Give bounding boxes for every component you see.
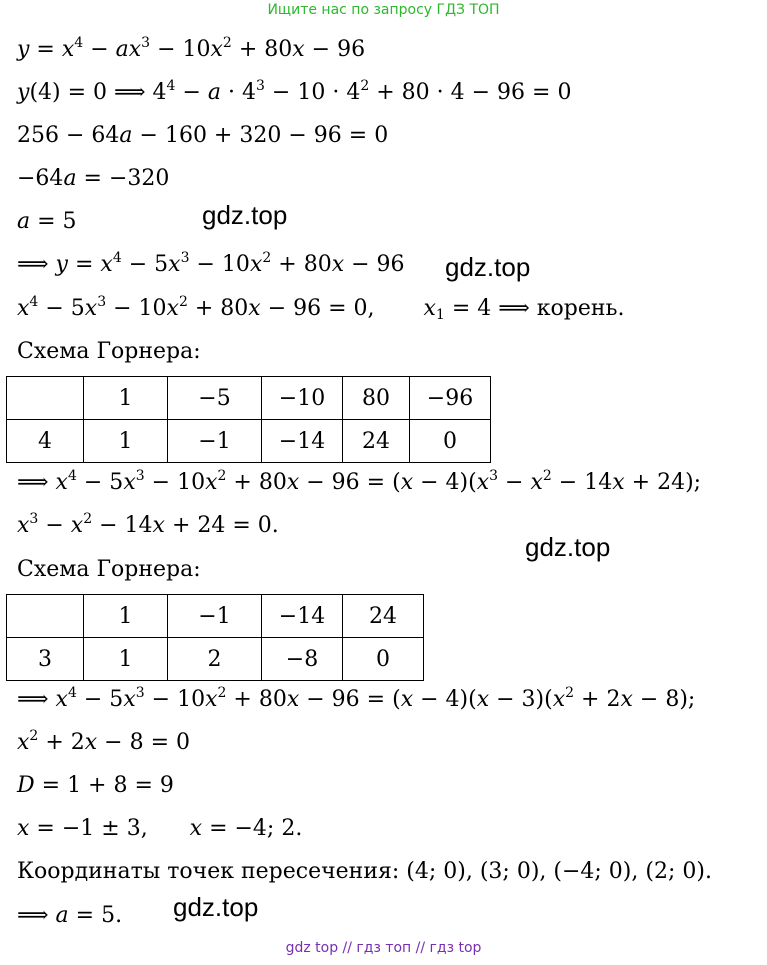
watermark: gdz.top [445,252,531,282]
table-cell: 1 [84,377,168,420]
bottom-banner: gdz top // гдз топ // гдз top [285,940,482,956]
equation-line-12: ⟹ $x^4 - 5x^3 - 10x^2 + 80x - 96 = (x - 4)(x - 3)(x^2 + 2x - 8)$; [17,685,696,712]
table-cell [7,377,84,420]
scheme-label-2: Схема Горнера: [17,557,201,582]
top-banner: Ищите нас по запросу ГДЗ ТОП [267,2,500,18]
table-cell: −8 [262,638,343,681]
table-row [7,638,424,681]
table-cell: 1 [84,420,168,463]
horner-table-1 [6,376,491,463]
equation-line-4: −64a = −320 [17,166,170,191]
table-cell: −1 [168,420,262,463]
watermark: gdz.top [525,532,611,562]
equation-line-5: a = 5 [17,209,77,234]
equation-line-9: ⟹ $x^4 - 5x^3 - 10x^2 + 80x - 96 = (x - 4)(x^3 - x^2 - 14x + 24)$; [17,468,702,495]
equation-line-15: x = −1 ± 3, x = −4; 2. [17,816,303,841]
table-cell: −96 [410,377,491,420]
equation-line-13: $x^2 + 2x - 8 = 0$ [17,728,191,755]
horner-table-2 [6,594,424,681]
watermark: gdz.top [173,892,259,922]
equation-line-7: $x^4 - 5x^3 - 10x^2 + 80x - 96 = 0$, $x_1 = 4$ ⟹ корень. [17,294,625,323]
scheme-label-1: Схема Горнера: [17,339,201,364]
table-cell: 0 [343,638,424,681]
equation-line-3: 256 − 64a − 160 + 320 − 96 = 0 [17,123,389,148]
watermark: gdz.top [202,200,288,230]
equation-line-14: D = 1 + 8 = 9 [17,773,174,798]
table-cell: 1 [84,595,168,638]
equation-line-1: $y = x^4 - ax^3 - 10x^2 + 80x - 96$ [17,35,366,62]
table-row [7,420,491,463]
table-cell: −14 [262,420,343,463]
table-cell [7,595,84,638]
coords-line: Координаты точек пересечения: (4; 0), (3; 0), (−4; 0), (2; 0). [17,859,712,884]
table-cell: −5 [168,377,262,420]
equation-line-2: y(4) = 0 ⟹ $4^4 - a \cdot 4^3 - 10 \cdot 4^2 + 80 \cdot 4 - 96 = 0$ [17,78,572,105]
table-cell: 3 [7,638,84,681]
table-cell: 24 [343,420,410,463]
table-cell: 1 [84,638,168,681]
equation-line-6: ⟹ $y = x^4 - 5x^3 - 10x^2 + 80x - 96$ [17,250,405,277]
table-row [7,377,491,420]
table-cell: 0 [410,420,491,463]
table-row [7,595,424,638]
table-cell: −10 [262,377,343,420]
table-cell: 2 [168,638,262,681]
table-cell: 80 [343,377,410,420]
table-cell: 24 [343,595,424,638]
equation-line-10: $x^3 - x^2 - 14x + 24 = 0$. [17,511,279,538]
table-cell: −14 [262,595,343,638]
table-cell: −1 [168,595,262,638]
equation-line-17: ⟹ a = 5. [17,903,123,928]
table-cell: 4 [7,420,84,463]
